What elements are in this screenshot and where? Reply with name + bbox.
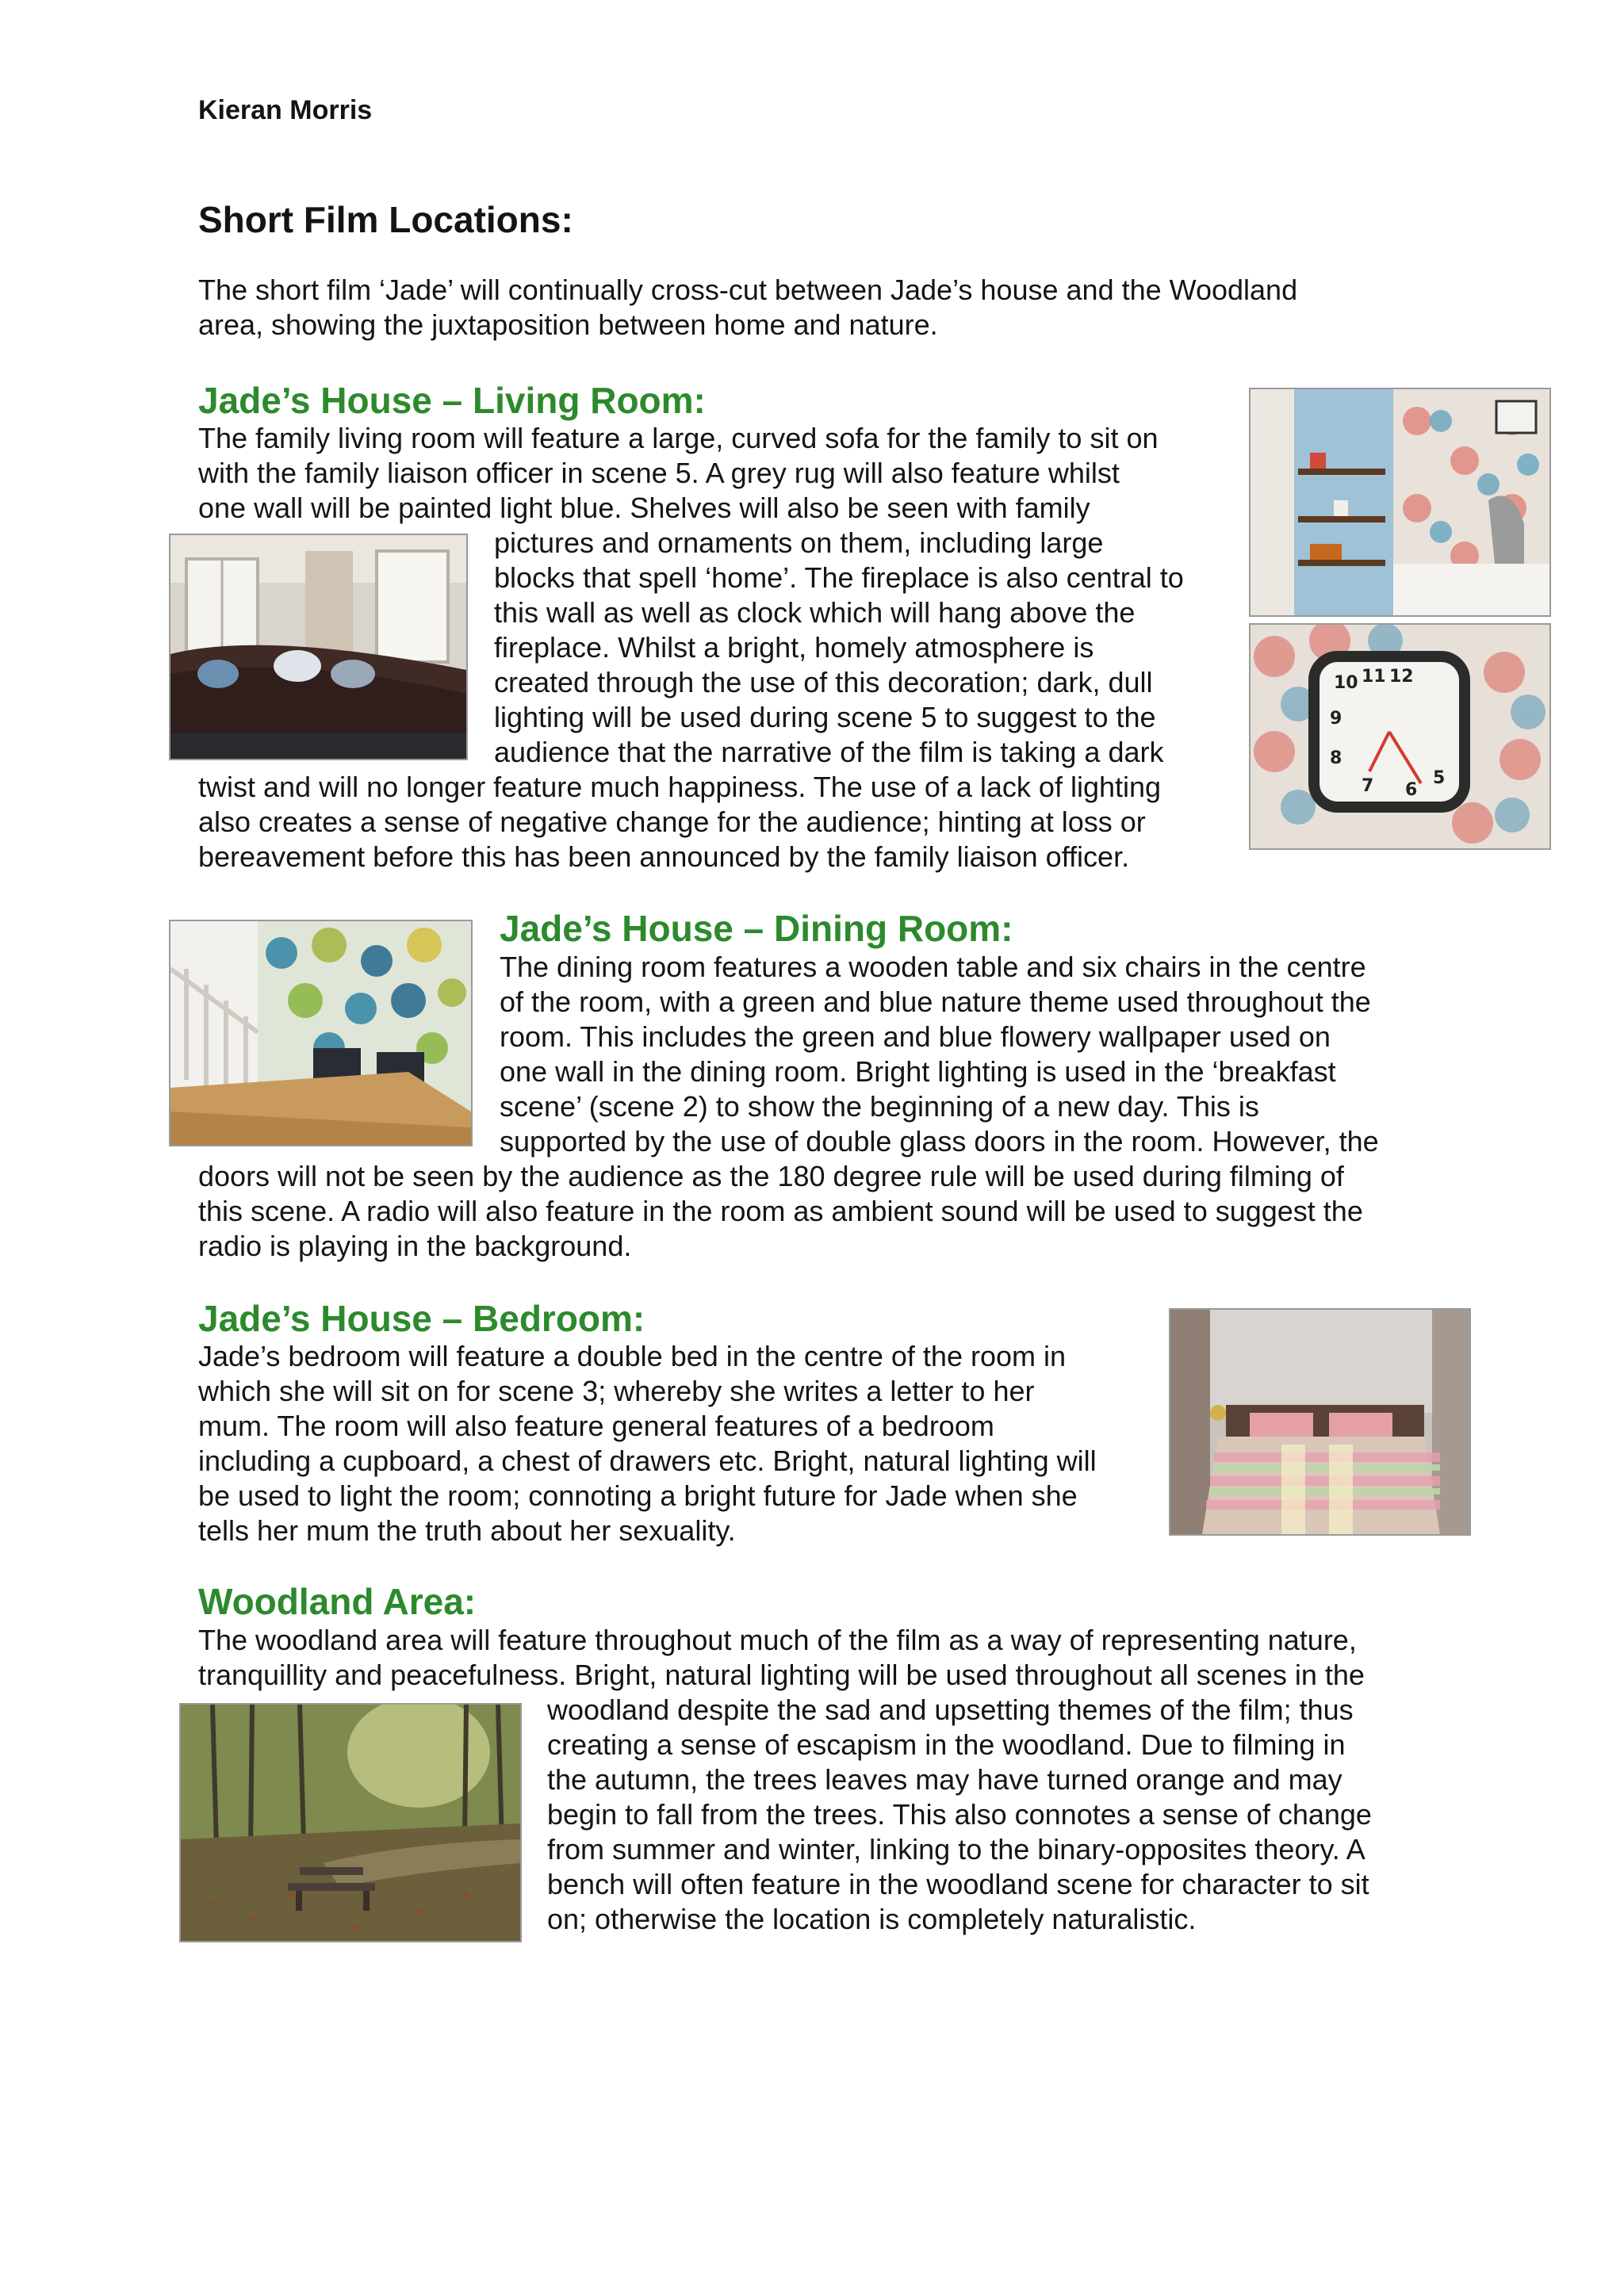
living-room-text-line: fireplace. Whilst a bright, homely atmosphere is	[494, 631, 1094, 664]
svg-text:9: 9	[1330, 709, 1342, 729]
living-room-text-line: this wall as well as clock which will hang above the	[494, 596, 1136, 629]
bedroom-text-line: tells her mum the truth about her sexuality.	[198, 1514, 736, 1547]
woodland-heading: Woodland Area:	[198, 1581, 477, 1622]
intro-line: area, showing the juxtaposition between home and nature.	[198, 308, 938, 341]
bedroom-text-line: be used to light the room; connoting a bright future for Jade when she	[198, 1479, 1078, 1512]
bedroom-photo	[1169, 1308, 1471, 1536]
dining-room-text-line: radio is playing in the background.	[198, 1230, 632, 1262]
bedroom-heading: Jade’s House – Bedroom:	[198, 1298, 645, 1339]
dining-room-text-line: of the room, with a green and blue nature theme used throughout the	[500, 985, 1371, 1018]
dining-room-text-line: supported by the use of double glass doors in the room. However, the	[500, 1125, 1379, 1158]
living-room-text-line: audience that the narrative of the film is taking a dark	[494, 736, 1164, 768]
bedroom-text-line: which she will sit on for scene 3; whereby she writes a letter to her	[198, 1375, 1035, 1407]
living-room-text-line: twist and will no longer feature much happiness. The use of a lack of lighting	[198, 771, 1162, 803]
living-room-heading: Jade’s House – Living Room:	[198, 380, 706, 421]
woodland-text-line: woodland despite the sad and upsetting themes of the film; thus	[547, 1693, 1354, 1726]
svg-text:8: 8	[1330, 748, 1342, 768]
bedroom-text-line: including a cupboard, a chest of drawers etc. Bright, natural lighting will	[198, 1445, 1097, 1477]
woodland-text-line: tranquillity and peacefulness. Bright, natural lighting will be used throughout all scenes in the	[198, 1659, 1365, 1691]
dining-room-text-line: doors will not be seen by the audience as the 180 degree rule will be used during filming of	[198, 1160, 1344, 1192]
bedroom-text-line: Jade’s bedroom will feature a double bed in the centre of the room in	[198, 1340, 1067, 1372]
woodland-text-line: The woodland area will feature throughout much of the film as a way of representing nature,	[198, 1624, 1357, 1656]
svg-text:11: 11	[1362, 667, 1386, 687]
author-name: Kieran Morris	[198, 95, 373, 125]
dining-room-text-line: The dining room features a wooden table and six chairs in the centre	[500, 951, 1366, 983]
svg-text:5: 5	[1433, 768, 1446, 788]
woodland-text-line: begin to fall from the trees. This also connotes a sense of change	[547, 1798, 1372, 1831]
svg-text:10: 10	[1334, 673, 1358, 693]
bedroom-text-line: mum. The room will also feature general features of a bedroom	[198, 1410, 994, 1442]
dining-room-text-line: scene’ (scene 2) to show the beginning of a new day. This is	[500, 1090, 1259, 1123]
living-room-text-line: pictures and ornaments on them, including large	[494, 526, 1104, 559]
living-room-text-line: bereavement before this has been announced by the family liaison officer.	[198, 840, 1130, 873]
dining-room-heading: Jade’s House – Dining Room:	[500, 908, 1013, 949]
svg-text:7: 7	[1362, 776, 1374, 796]
page-title: Short Film Locations:	[198, 199, 573, 240]
svg-text:12: 12	[1389, 667, 1414, 687]
woodland-text-line: bench will often feature in the woodland scene for character to sit	[547, 1868, 1369, 1900]
woodland-text-line: from summer and winter, linking to the binary-opposites theory. A	[547, 1833, 1365, 1866]
dining-room-text-line: this scene. A radio will also feature in the room as ambient sound will be used to suggest the	[198, 1195, 1363, 1227]
living-room-text-line: with the family liaison officer in scene 5. A grey rug will also feature whilst	[198, 457, 1120, 489]
living-room-text-line: blocks that spell ‘home’. The fireplace is also central to	[494, 561, 1184, 594]
dining-room-text-line: room. This includes the green and blue flowery wallpaper used on	[500, 1020, 1331, 1053]
living-room-shelves-photo	[1249, 388, 1551, 617]
living-room-text-line: one wall will be painted light blue. Shelves will also be seen with family	[198, 492, 1090, 524]
woodland-photo	[179, 1703, 522, 1942]
living-room-text-line: The family living room will feature a large, curved sofa for the family to sit on	[198, 422, 1159, 454]
living-room-text-line: lighting will be used during scene 5 to suggest to the	[494, 701, 1156, 733]
living-room-text-line: also creates a sense of negative change for the audience; hinting at loss or	[198, 806, 1146, 838]
living-room-text-line: created through the use of this decoration; dark, dull	[494, 666, 1153, 698]
living-room-clock-photo	[1249, 623, 1551, 850]
intro-line: The short film ‘Jade’ will continually cross-cut between Jade’s house and the Woodland	[198, 274, 1298, 306]
dining-room-photo	[169, 920, 473, 1146]
woodland-text-line: the autumn, the trees leaves may have turned orange and may	[547, 1763, 1342, 1796]
svg-text:6: 6	[1405, 780, 1418, 800]
living-room-sofa-photo	[169, 534, 468, 760]
dining-room-text-line: one wall in the dining room. Bright lighting is used in the ‘breakfast	[500, 1055, 1336, 1088]
woodland-text-line: on; otherwise the location is completely naturalistic.	[547, 1903, 1197, 1935]
woodland-text-line: creating a sense of escapism in the woodland. Due to filming in	[547, 1728, 1346, 1761]
